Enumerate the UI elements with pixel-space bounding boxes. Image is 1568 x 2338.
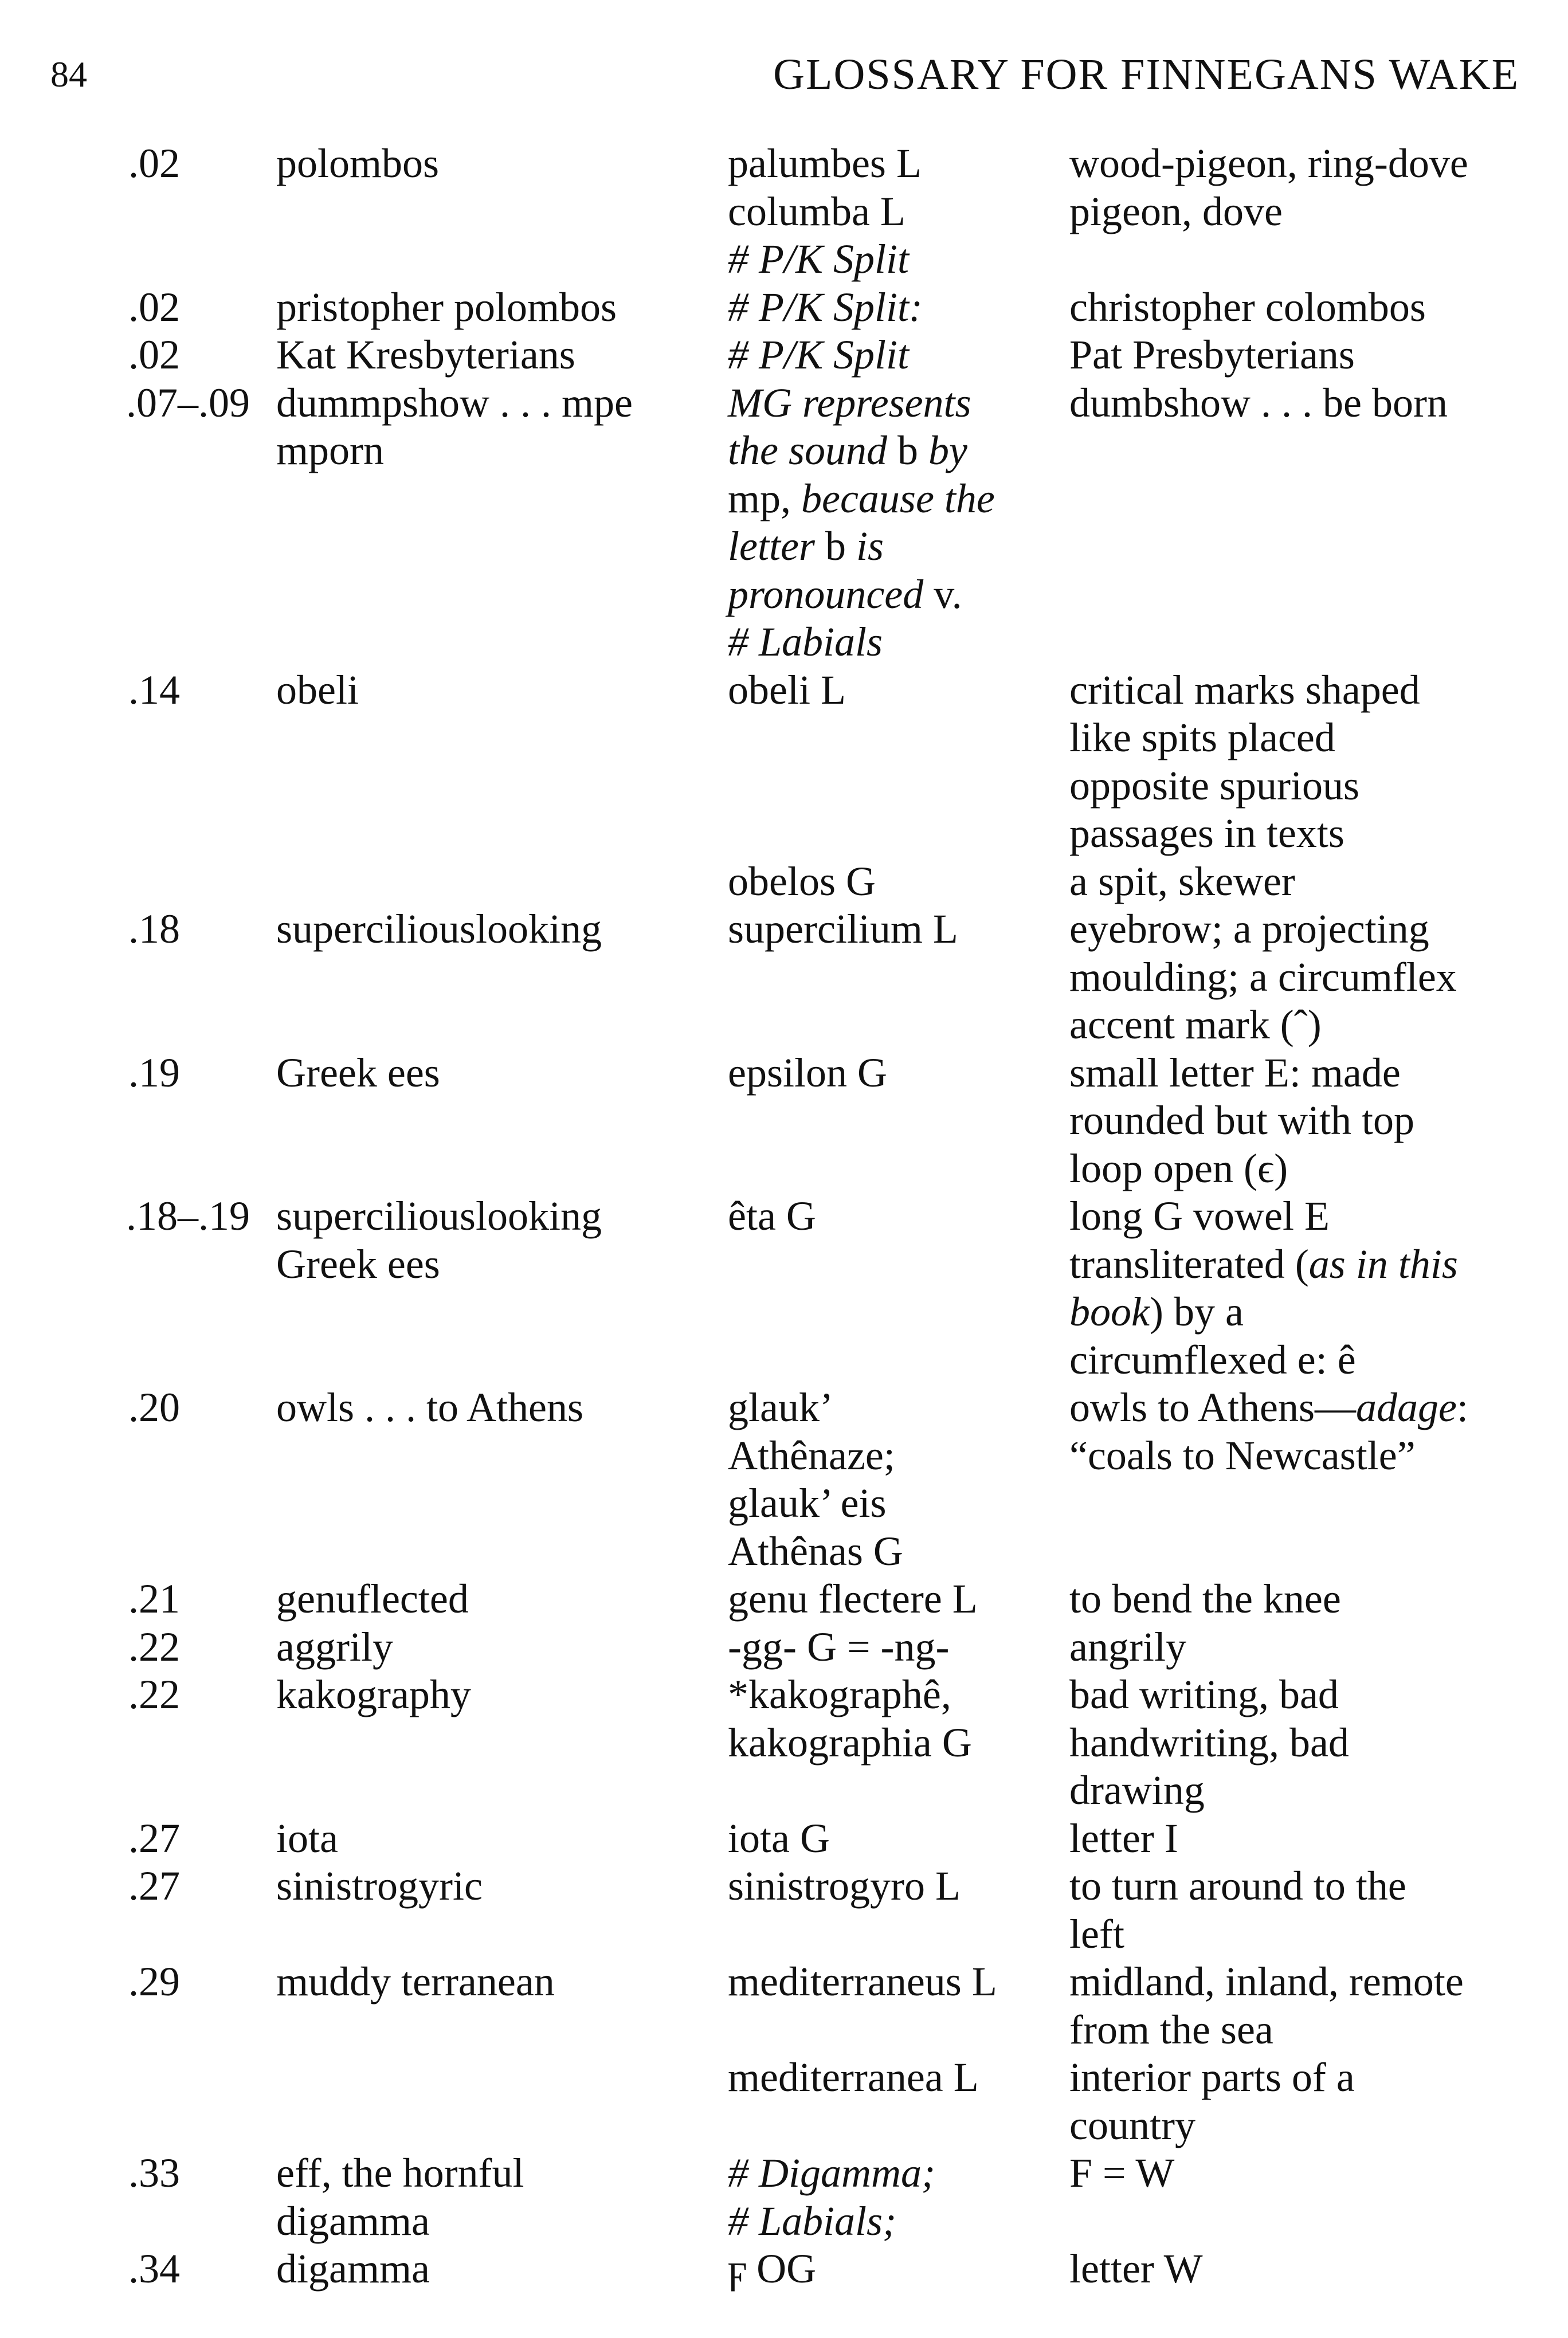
- entry-headword: kakography: [276, 1672, 471, 1717]
- entry-headword: muddy terranean: [276, 1959, 555, 2004]
- entry-gloss: long G vowel E transliterated (as in this book) by a circumflexed e: ê: [1069, 1193, 1458, 1383]
- entry-line-ref: .27: [128, 1863, 180, 1909]
- entry-source: iota G: [728, 1815, 830, 1861]
- entry-headword: superciliouslooking Greek ees: [276, 1193, 602, 1287]
- entry-source: mediterranea L: [728, 2054, 979, 2100]
- entry-gloss: critical marks shaped like spits placed opposite spurious passages in texts: [1069, 666, 1420, 856]
- entry-source: glauk’ Athênaze; glauk’ eis Athênas G: [728, 1384, 903, 1574]
- entry-headword: polombos: [276, 140, 440, 186]
- entry-gloss: christopher colombos: [1069, 284, 1426, 330]
- entry-gloss: letter W: [1069, 2246, 1203, 2292]
- entry-headword: eff, the hornful digamma: [276, 2150, 524, 2244]
- entry-headword: iota: [276, 1815, 338, 1861]
- entry-gloss: midland, inland, remote from the sea: [1069, 1959, 1464, 2053]
- entry-source: genu flectere L: [728, 1576, 978, 1622]
- entry-source: ϝ OG: [728, 2246, 817, 2292]
- entry-line-ref: .20: [128, 1384, 180, 1430]
- entry-gloss: to turn around to the left: [1069, 1863, 1406, 1957]
- entry-source: êta G: [728, 1193, 816, 1239]
- entry-headword: aggrily: [276, 1623, 393, 1670]
- entry-source: palumbes L columba L # P/K Split: [728, 140, 922, 282]
- entry-gloss: wood-pigeon, ring-dove pigeon, dove: [1069, 140, 1468, 234]
- entry-headword: pristopher polombos: [276, 284, 617, 330]
- entry-gloss: owls to Athens—adage: “coals to Newcastle”: [1069, 1384, 1469, 1478]
- entry-gloss: a spit, skewer: [1069, 858, 1295, 904]
- entry-gloss: eyebrow; a projecting moulding; a circumflex accent mark (ˆ): [1069, 906, 1457, 1048]
- entry-line-ref: .02: [128, 140, 180, 186]
- entry-headword: genuflected: [276, 1576, 469, 1622]
- entry-line-ref: .07–.09: [126, 379, 250, 426]
- entry-line-ref: .21: [128, 1576, 180, 1622]
- entry-source: # P/K Split: [728, 332, 910, 378]
- entry-headword: sinistrogyric: [276, 1863, 483, 1909]
- entry-headword: superciliouslooking: [276, 906, 602, 952]
- entry-gloss: to bend the knee: [1069, 1576, 1341, 1622]
- entry-source: *kakographê, kakographia G: [728, 1672, 972, 1766]
- entry-gloss: interior parts of a country: [1069, 2054, 1355, 2148]
- entry-source: sinistrogyro L: [728, 1863, 961, 1909]
- entry-source: # P/K Split:: [728, 284, 923, 330]
- page-number: 84: [50, 54, 87, 95]
- entry-line-ref: .18: [128, 906, 180, 952]
- entry-headword: dummpshow . . . mpe mporn: [276, 379, 633, 473]
- entry-line-ref: .27: [128, 1815, 180, 1861]
- entry-gloss: Pat Presbyterians: [1069, 332, 1355, 378]
- entry-line-ref: .02: [128, 332, 180, 378]
- entry-source: supercilium L: [728, 906, 958, 952]
- entry-source: obelos G: [728, 858, 876, 904]
- entry-line-ref: .34: [128, 2246, 180, 2292]
- entry-line-ref: .19: [128, 1049, 180, 1096]
- entry-line-ref: .29: [128, 1959, 180, 2004]
- entry-gloss: angrily: [1069, 1623, 1186, 1670]
- running-head: GLOSSARY FOR FINNEGANS WAKE: [773, 50, 1519, 99]
- entry-line-ref: .02: [128, 284, 180, 330]
- entry-source: MG represents the sound b by mp, because the letter b is pronounced v. # Labials: [728, 379, 995, 665]
- entry-line-ref: .18–.19: [126, 1193, 250, 1239]
- entry-gloss: dumbshow . . . be born: [1069, 379, 1448, 426]
- entry-headword: digamma: [276, 2246, 430, 2292]
- entry-gloss: bad writing, bad handwriting, bad drawing: [1069, 1672, 1349, 1813]
- entry-headword: owls . . . to Athens: [276, 1384, 584, 1430]
- entry-line-ref: .33: [128, 2150, 180, 2196]
- entry-source: -gg- G = -ng-: [728, 1623, 950, 1670]
- entry-headword: Kat Kresbyterians: [276, 332, 575, 378]
- entry-headword: obeli: [276, 666, 359, 713]
- entry-gloss: F = W: [1069, 2150, 1175, 2196]
- entry-line-ref: .22: [128, 1623, 180, 1670]
- entry-source: epsilon G: [728, 1049, 887, 1096]
- entry-headword: Greek ees: [276, 1049, 440, 1096]
- entry-source: # Digamma; # Labials;: [728, 2150, 935, 2244]
- entry-gloss: letter I: [1069, 1815, 1178, 1861]
- entry-line-ref: .14: [128, 666, 180, 713]
- entry-gloss: small letter E: made rounded but with top loop open (ϵ): [1069, 1049, 1414, 1191]
- entry-source: mediterraneus L: [728, 1959, 997, 2004]
- entry-source: obeli L: [728, 666, 846, 713]
- entry-line-ref: .22: [128, 1672, 180, 1717]
